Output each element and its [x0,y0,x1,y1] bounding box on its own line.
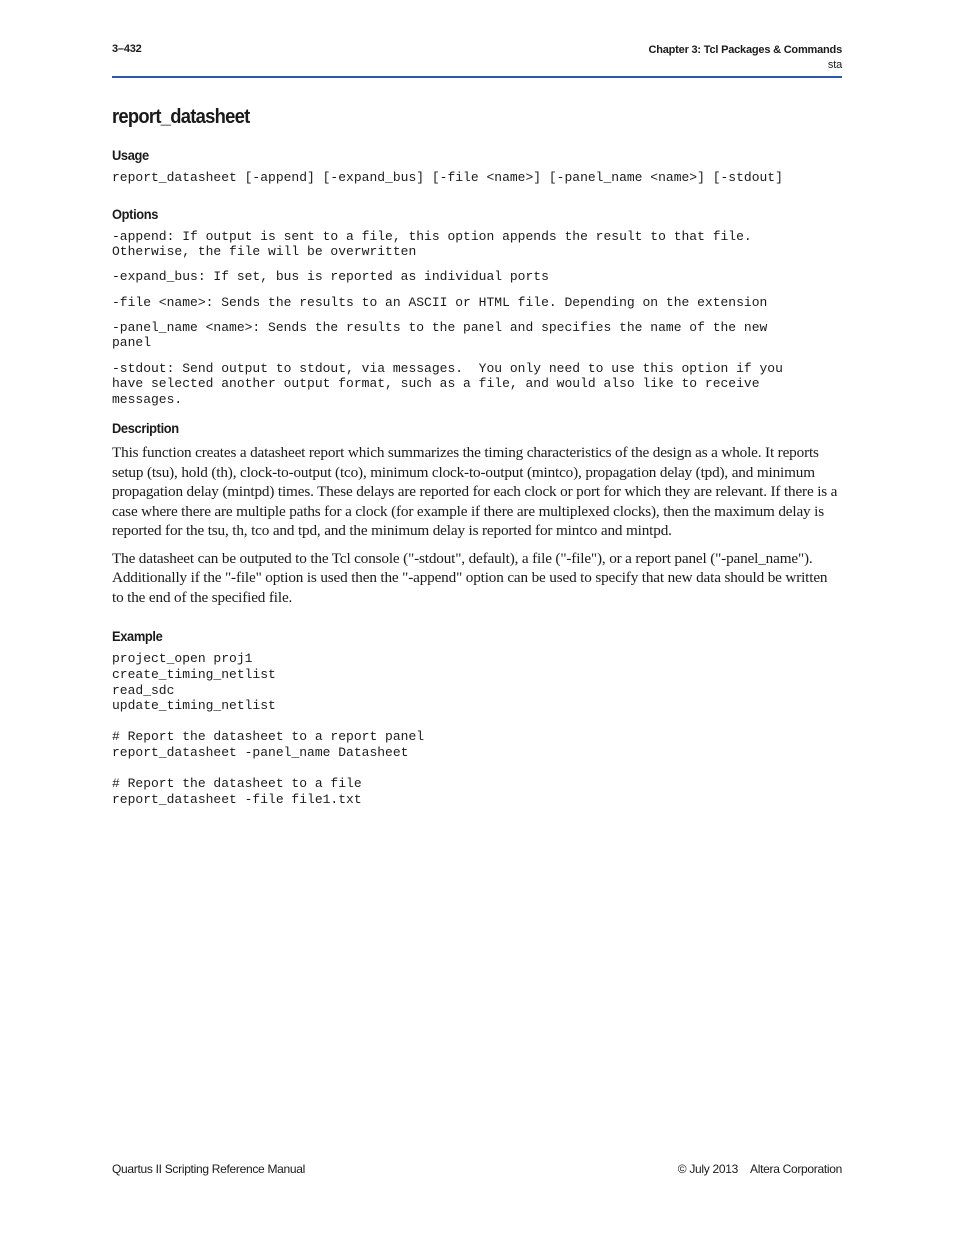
footer-manual-title: Quartus II Scripting Reference Manual [112,1162,306,1176]
option-append: -append: If output is sent to a file, this option appends the result to that file. Otherwise, the file will be overwritten [112,228,752,260]
page-content [112,104,842,823]
chapter-title: Chapter 3: Tcl Packages & Commands [648,44,842,56]
usage-syntax: report_datasheet [-append] [-expand_bus] [-file <name>] [-panel_name <name>] [-stdout] [112,170,783,185]
option-expand-bus: -expand_bus: If set, bus is reported as individual ports [112,269,549,285]
description-paragraph: The datasheet can be outputed to the Tcl console ("-stdout", default), a file ("-file"), or a report panel ("-panel_name"). Additionally if the "-file" option is used then the "-append" option can be used to specify that new data should be written to the end of the specified file. [112,549,828,606]
header-rule [112,76,842,78]
usage-heading: Usage [112,147,149,163]
example-section [112,627,842,807]
running-header [648,43,842,73]
example-code-block: # Report the datasheet to a report panel report_datasheet -panel_name Datasheet [112,729,425,760]
page-number: 3–432 [112,43,142,55]
package-name: sta [827,59,842,71]
example-heading: Example [112,628,163,645]
example-code-block: project_open proj1 create_timing_netlist read_sdc update_timing_netlist [112,651,276,714]
description-section [112,419,842,607]
description-paragraph: This function creates a datasheet report which summarizes the timing characteristics of the design as a whole. It reports setup (tsu), hold (th), clock-to-output (tco), minimum clock-to-output (mintco), propagation delay (tpd), and minimum propagation delay (mintpd) times. These delays are reported for each clock or port for which they are relevant. If there is a case where there are multiple paths for a clock (for example if there are multiplexed clocks), then the maximum delay is reported for the tsu, th, tco and tpd, and the minimum delay is reported for mintco and mintpd. [112,444,838,540]
options-section [112,205,842,408]
footer-copyright [678,1162,842,1176]
footer-date: © July 2013 [677,1162,739,1176]
example-code-block: # Report the datasheet to a file report_datasheet -file file1.txt [112,776,362,807]
option-file: -file <name>: Sends the results to an ASCII or HTML file. Depending on the extension [112,294,768,310]
footer-company: Altera Corporation [750,1162,842,1176]
option-stdout: -stdout: Send output to stdout, via messages. You only need to use this option if you have selected another output format, such as a file, and would also like to receive messages. [112,360,783,407]
usage-section [112,146,842,186]
option-panel-name: -panel_name <name>: Sends the results to the panel and specifies the name of the new panel [112,319,768,351]
command-title: report_datasheet [112,106,250,128]
description-heading: Description [112,420,179,437]
options-heading: Options [112,205,159,222]
